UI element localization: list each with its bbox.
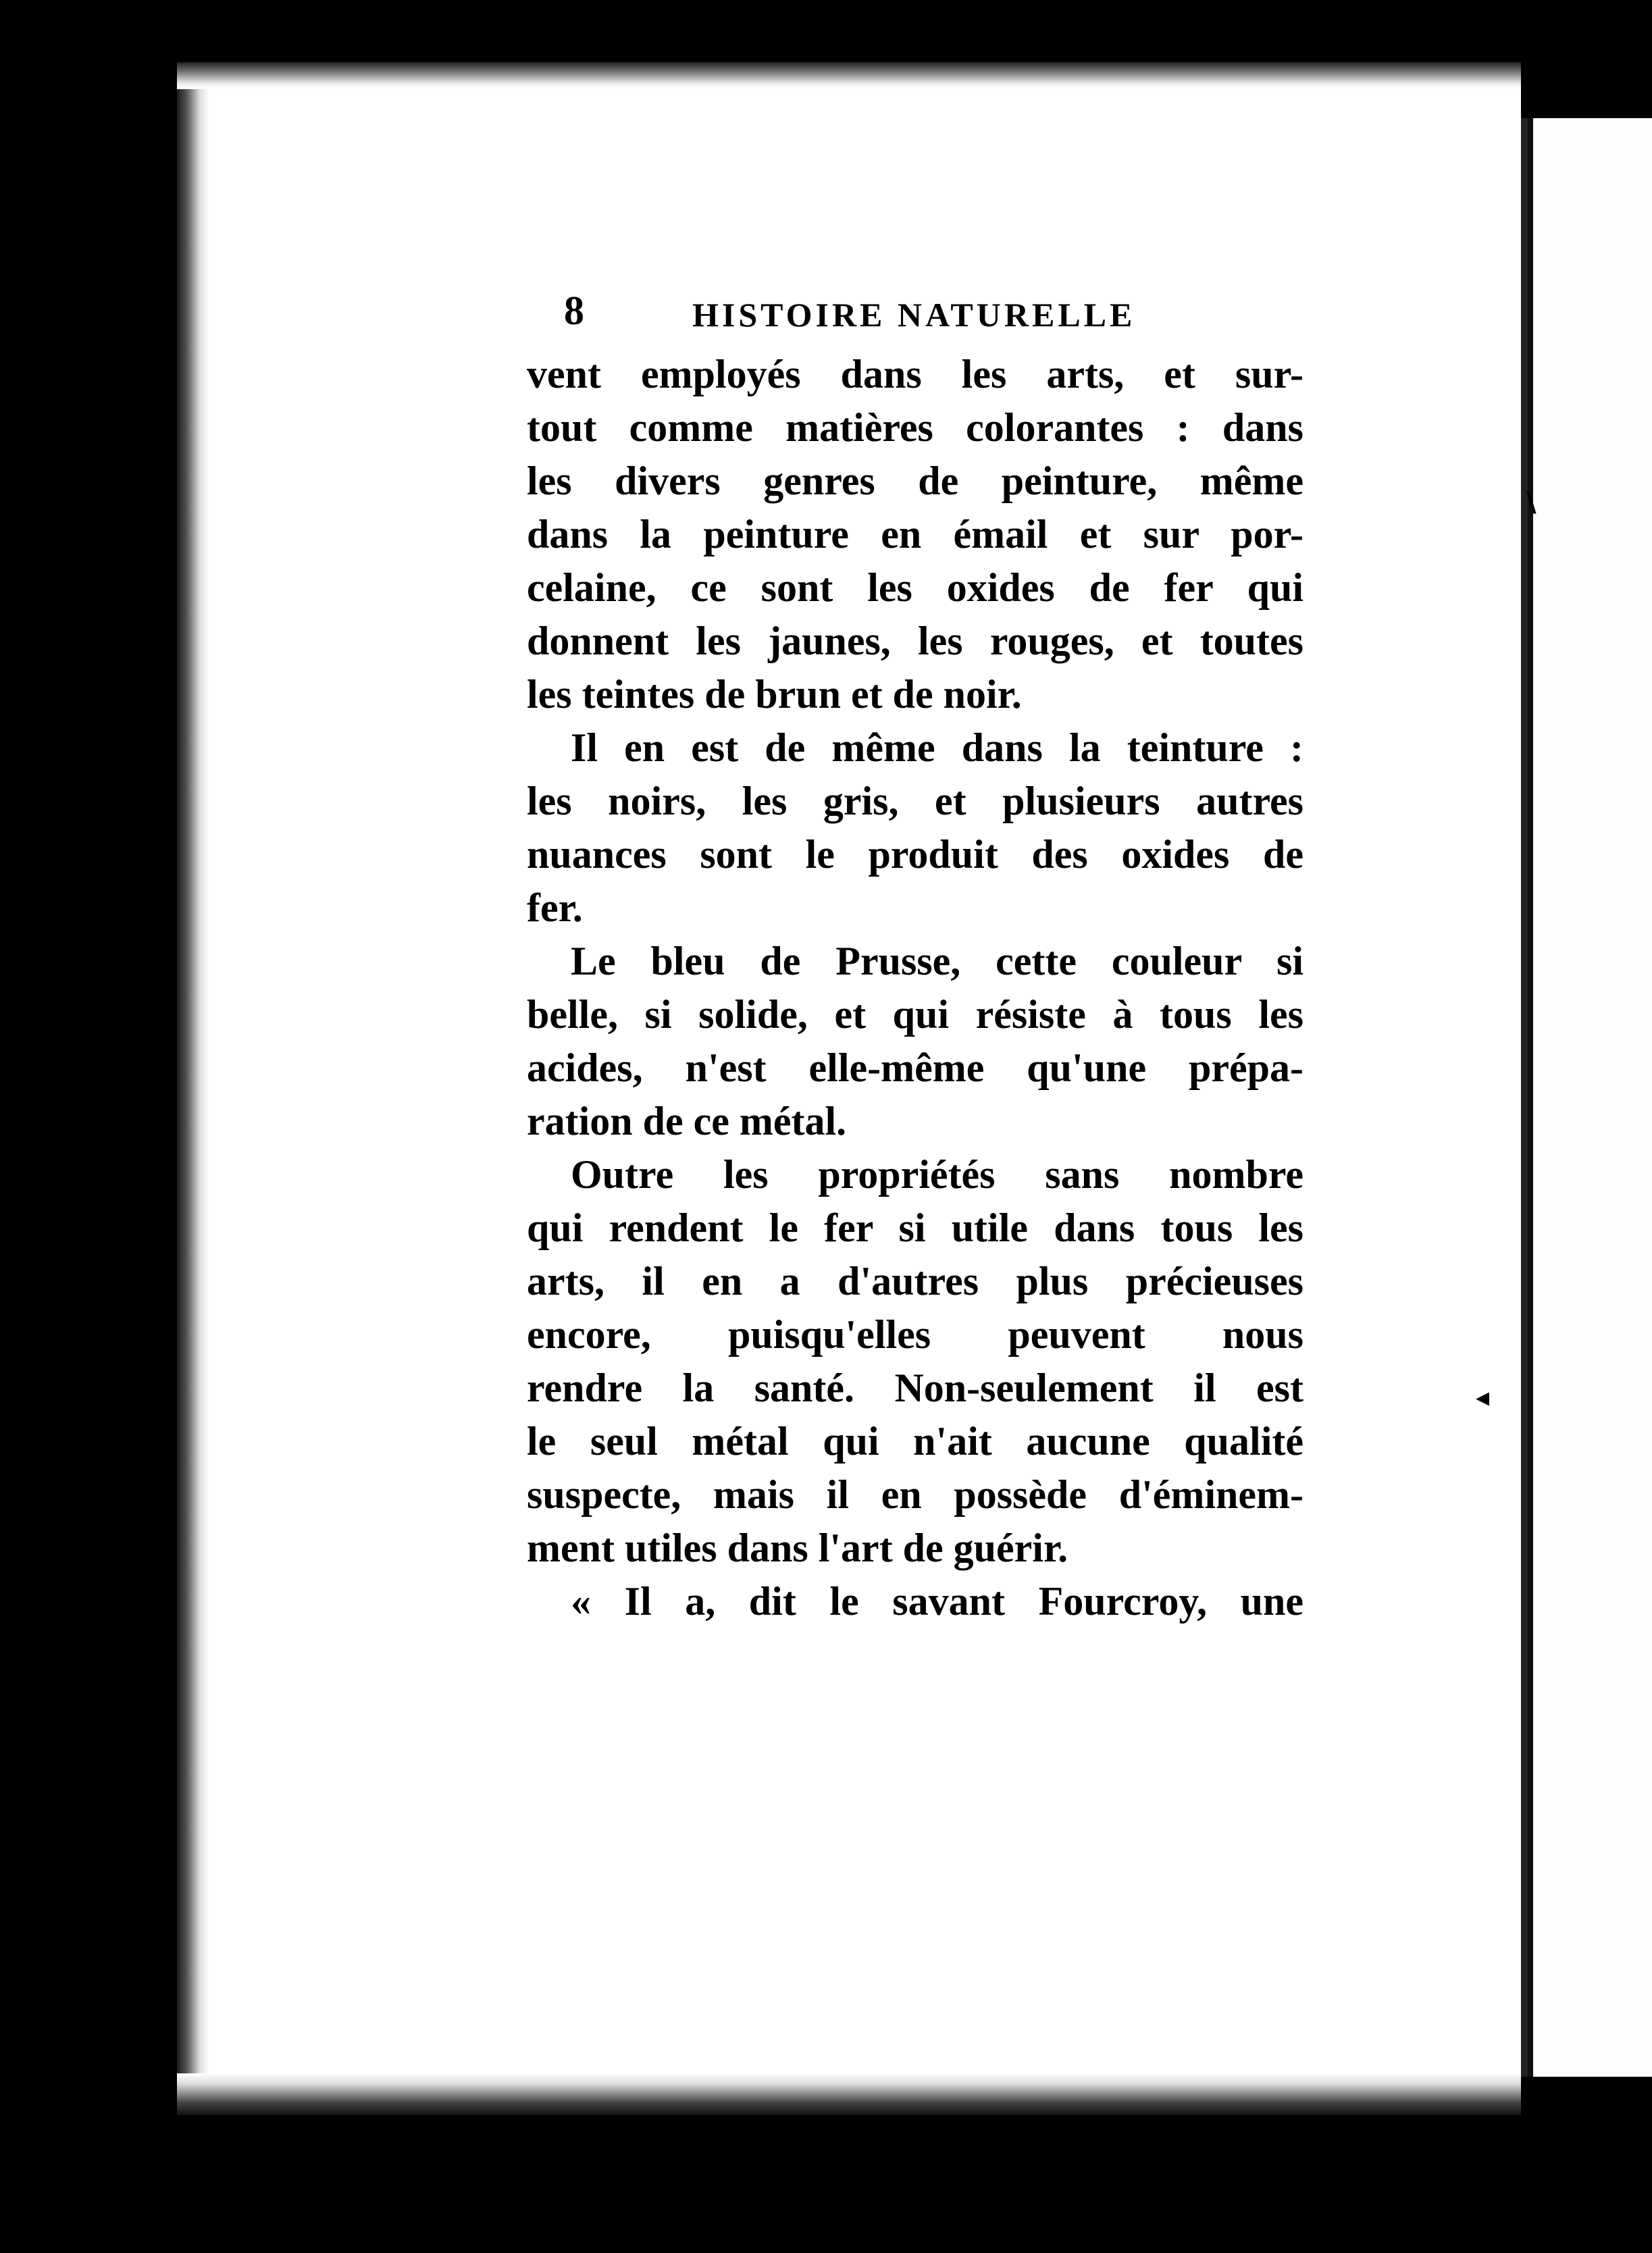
- text-line: vent employés dans les arts, et sur-: [527, 352, 1303, 396]
- text-line: acides, n'est elle-même qu'une prépa-: [527, 1045, 1303, 1090]
- scan-speck: ◂: [1476, 1381, 1490, 1413]
- text-line: Il en est de même dans la teinture :: [571, 725, 1303, 770]
- book-title: HISTOIRE NATURELLE: [692, 296, 1136, 334]
- text-line: ration de ce métal.: [527, 1099, 847, 1143]
- text-line: le seul métal qui n'ait aucune qualité: [527, 1419, 1303, 1464]
- body-text: [527, 348, 1303, 1628]
- page-edge-top: [177, 62, 1521, 89]
- page-number: 8: [564, 288, 584, 333]
- text-line: celaine, ce sont les oxides de fer qui: [527, 565, 1303, 610]
- text-line: tout comme matières colorantes : dans: [527, 405, 1303, 450]
- text-line: Le bleu de Prusse, cette couleur si: [571, 939, 1303, 983]
- text-line: Outre les propriétés sans nombre: [571, 1152, 1303, 1197]
- text-line: encore, puisqu'elles peuvent nous: [527, 1312, 1303, 1357]
- text-line: arts, il en a d'autres plus précieuses: [527, 1259, 1303, 1303]
- text-line: les teintes de brun et de noir.: [527, 672, 1022, 717]
- text-line: les noirs, les gris, et plusieurs autres: [527, 779, 1303, 823]
- page-edge-left: [177, 62, 209, 2115]
- text-line: belle, si solide, et qui résiste à tous les: [527, 992, 1303, 1037]
- text-line: donnent les jaunes, les rouges, et toutes: [527, 619, 1303, 663]
- text-line: nuances sont le produit des oxides de: [527, 832, 1303, 877]
- text-line: suspecte, mais il en possède d'éminem-: [527, 1472, 1303, 1517]
- running-head: [564, 287, 1206, 341]
- text-line: « Il a, dit le savant Fourcroy, une: [571, 1579, 1303, 1624]
- text-line: qui rendent le fer si utile dans tous les: [527, 1206, 1303, 1250]
- facing-page: [1528, 118, 1652, 2077]
- text-line: les divers genres de peinture, même: [527, 459, 1303, 503]
- page-edge-bottom: [177, 2073, 1521, 2115]
- text-line: ment utiles dans l'art de guérir.: [527, 1526, 1068, 1570]
- scan-speck: \: [1526, 486, 1537, 518]
- text-line: rendre la santé. Non-seulement il est: [527, 1366, 1303, 1410]
- text-line: fer.: [527, 885, 583, 930]
- text-line: dans la peinture en émail et sur por-: [527, 512, 1303, 556]
